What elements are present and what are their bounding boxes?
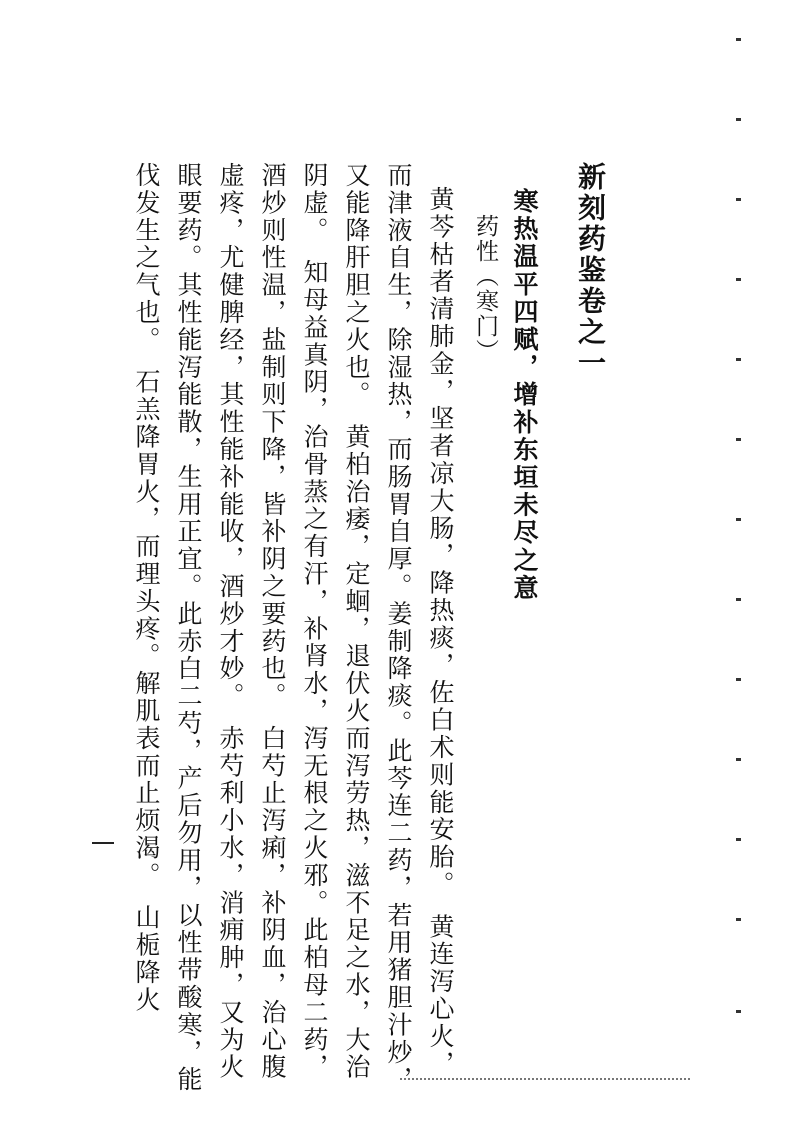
text-line-1: 黄芩枯者清肺金，坚者凉大肠，降热痰，佐白术则能安胎。 黄连泻心火， (426, 186, 455, 1078)
text-line-4: 阴虚。 知母益真阴，治骨蒸之有汗，补肾水，泻无根之火邪。此柏母二药， (300, 162, 329, 1082)
edge-mark (736, 118, 741, 121)
text-line-3: 又能降肝胆之火也。 黄柏治痿，定蛔，退伏火而泻劳热，滋不足之水，大治 (342, 162, 371, 1082)
edge-mark (736, 278, 741, 281)
edge-mark (736, 838, 741, 841)
text-line-8: 伐发生之气也。 石羔降胃火，而理头疼。解肌表而止烦渴。 山栀降火 (132, 162, 161, 1014)
text-line-5: 酒炒则性温，盐制则下降，皆补阴之要药也。 白芍止泻痢，补阴血，治心腹 (258, 162, 287, 1082)
margin-mark (92, 842, 114, 844)
text-line-2: 而津液自生，除湿热，而肠胃自厚。姜制降痰。此芩连二药，若用猪胆汁炒， (384, 162, 413, 1094)
edge-mark (736, 38, 741, 41)
edge-mark (736, 358, 741, 361)
edge-mark (736, 198, 741, 201)
edge-mark (736, 1010, 741, 1013)
edge-mark (736, 678, 741, 681)
edge-mark (736, 518, 741, 521)
text-line-7: 眼要药。其性能泻能散，生用正宜。此赤白二芍，产后勿用，以性带酸寒，能 (174, 162, 203, 1094)
text-line-6: 虚疼，尤健脾经，其性能补能收，酒炒才妙。 赤芍利小水，消痈肿，又为火 (216, 162, 245, 1082)
bottom-rule (400, 1078, 690, 1080)
edge-mark (736, 758, 741, 761)
edge-mark (736, 598, 741, 601)
edge-mark (736, 438, 741, 441)
section-heading: 药性（寒门） (472, 214, 498, 364)
page-title: 新刻药鉴卷之一 (574, 162, 607, 379)
edge-mark (736, 918, 741, 921)
section-subtitle: 寒热温平四赋，增补东垣未尽之意 (510, 188, 539, 602)
